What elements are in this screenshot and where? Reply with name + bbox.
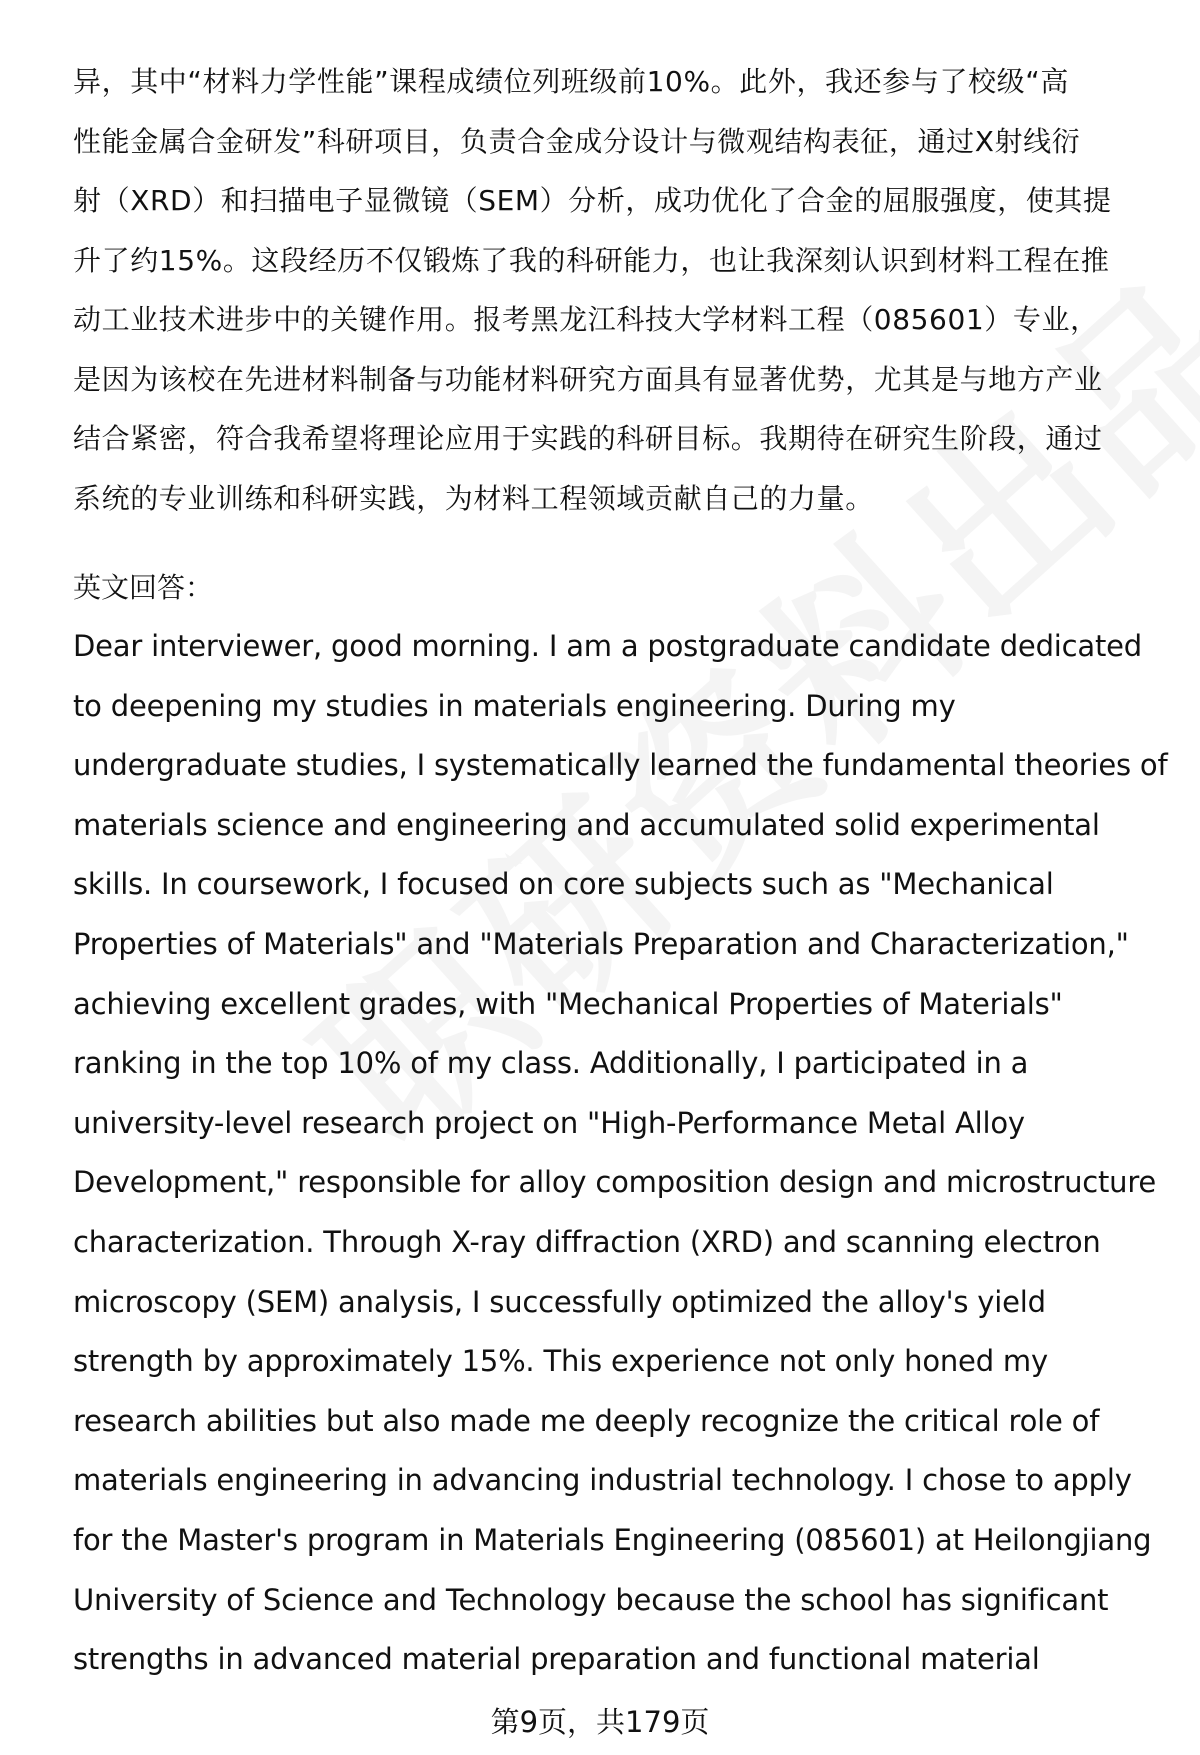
english-answer-line: skills. In coursework, I focused on core subjects such as "Mechanical <box>73 867 1054 902</box>
english-answer-heading: 英文回答： <box>73 571 214 604</box>
english-answer-line: Dear interviewer, good morning. I am a postgraduate candidate dedicated <box>73 629 1142 663</box>
chinese-answer-line: 动工业技术进步中的关键作用。报考黑龙江科技大学材料工程（085601）专业， <box>73 303 1099 336</box>
chinese-answer-line: 异，其中“材料力学性能”课程成绩位列班级前10%。此外，我还参与了校级“高 <box>73 65 1069 98</box>
chinese-answer-line: 系统的专业训练和科研实践，为材料工程领域贡献自己的力量。 <box>73 481 874 515</box>
english-answer-line: ranking in the top 10% of my class. Additionally, I participated in a <box>73 1046 1029 1081</box>
page-number-footer: 第9页，共179页 <box>490 1705 710 1739</box>
chinese-answer-line: 结合紧密，符合我希望将理论应用于实践的科研目标。我期待在研究生阶段，通过 <box>73 422 1103 455</box>
english-answer-line: microscopy (SEM) analysis, I successfully optimized the alloy's yield <box>73 1284 1046 1319</box>
chinese-answer-line: 是因为该校在先进材料制备与功能材料研究方面具有显著优势，尤其是与地方产业 <box>73 362 1103 396</box>
chinese-answer-line: 升了约15%。这段经历不仅锻炼了我的科研能力，也让我深刻认识到材料工程在推 <box>73 243 1110 277</box>
english-answer-line: strength by approximately 15%. This experience not only honed my <box>73 1344 1048 1379</box>
english-answer-line: Development," responsible for alloy composition design and microstructure <box>73 1165 1157 1200</box>
chinese-answer-line: 射（XRD）和扫描电子显微镜（SEM）分析，成功优化了合金的屈服强度，使其提 <box>73 184 1112 217</box>
english-answer-line: materials science and engineering and accumulated solid experimental <box>73 807 1100 842</box>
english-answer-line: research abilities but also made me deeply recognize the critical role of <box>73 1403 1100 1438</box>
english-answer-line: University of Science and Technology because the school has significant <box>73 1582 1109 1617</box>
english-answer-paragraph <box>73 617 1173 1690</box>
english-answer-line: university-level research project on "High-Performance Metal Alloy <box>73 1105 1025 1140</box>
english-answer-line: strengths in advanced material preparation and functional material <box>73 1642 1040 1677</box>
english-answer-line: Properties of Materials" and "Materials Preparation and Characterization," <box>73 926 1129 961</box>
english-answer-line: characterization. Through X-ray diffraction (XRD) and scanning electron <box>73 1224 1101 1259</box>
english-answer-line: undergraduate studies, I systematically learned the fundamental theories of <box>73 748 1168 783</box>
english-answer-line: achieving excellent grades, with "Mechanical Properties of Materials" <box>73 986 1063 1021</box>
chinese-answer-paragraph <box>73 52 1163 528</box>
english-answer-line: for the Master's program in Materials Engineering (085601) at Heilongjiang <box>73 1522 1152 1557</box>
chinese-answer-line: 性能金属合金研发”科研项目，负责合金成分设计与微观结构表征，通过X射线衍 <box>73 124 1081 158</box>
english-answer-line: to deepening my studies in materials engineering. During my <box>73 688 956 723</box>
english-answer-line: materials engineering in advancing industrial technology. I chose to apply <box>73 1463 1132 1498</box>
